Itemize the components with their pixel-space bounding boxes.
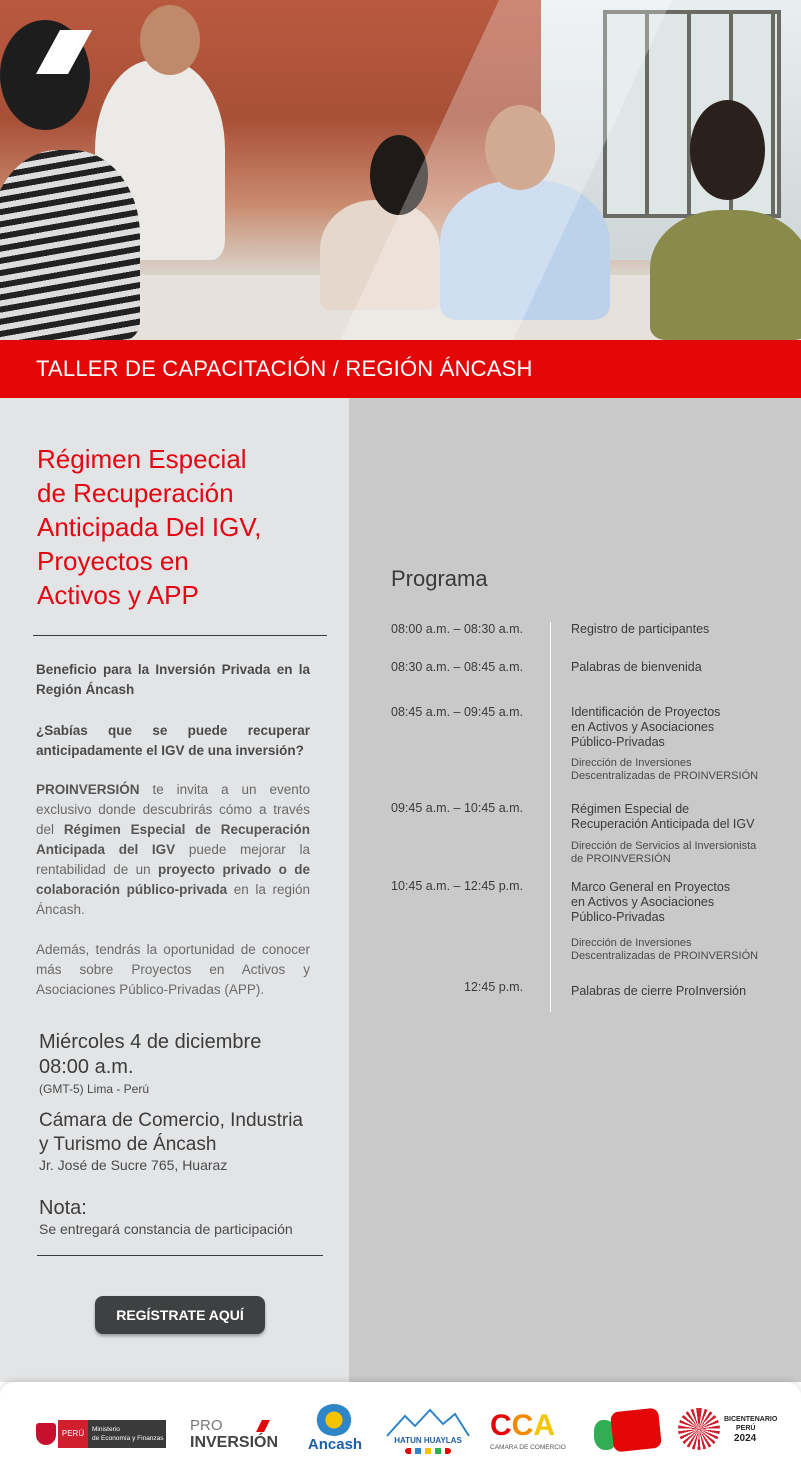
cca-logo: [490, 1410, 570, 1456]
bicentenario-logo: [678, 1408, 778, 1452]
register-button[interactable]: REGÍSTRATE AQUÍ: [95, 1296, 265, 1334]
program-activity: Régimen Especial de Recuperación Anticipada del IGV: [571, 802, 755, 831]
hatun-huaylas-logo: [385, 1408, 471, 1458]
venue-name-line2: y Turismo de Áncash: [39, 1134, 217, 1155]
bicentenario-line1: BICENTENARIO: [724, 1416, 778, 1423]
text-part: puede mejorar la rentabilidad de un: [36, 842, 310, 877]
cca-letter-icon: A: [533, 1409, 556, 1442]
program-title: Programa: [391, 566, 488, 591]
bicentenario-line3: 2024: [734, 1433, 757, 1444]
proinversion-line1: PRO: [190, 1417, 223, 1434]
peru-punche-logo[interactable]: [590, 1406, 662, 1454]
hatun-text: HATUN HUAYLAS: [394, 1436, 462, 1445]
proinversion-slash-icon: [256, 1420, 270, 1432]
punche-badge-icon: [610, 1408, 662, 1453]
event-title-line: Proyectos en: [37, 546, 189, 576]
program-activity: Palabras de cierre ProInversión: [571, 984, 747, 998]
hatun-dots: [405, 1448, 451, 1454]
peru-shield-icon: [36, 1423, 56, 1445]
text-part: en la región Áncash.: [36, 882, 310, 917]
program-detail: Dirección de Inversiones Descentralizadas de PROINVERSIÓN: [571, 937, 759, 962]
event-title-line: Régimen Especial: [37, 444, 247, 474]
hero-overlay: [0, 0, 801, 340]
program-time: 12:45 p.m.: [464, 980, 524, 994]
mef-peru-box: [58, 1420, 88, 1448]
event-title: [37, 442, 337, 612]
event-timezone: (GMT-5) Lima - Perú: [39, 1082, 150, 1096]
program-time: 08:00 a.m. – 08:30 a.m.: [391, 622, 524, 636]
intro-benefit: Beneficio para la Inversión Privada en la Región Áncash: [36, 662, 310, 697]
event-title-line: de Recuperación: [37, 478, 234, 508]
note-text: Se entregará constancia de participación: [39, 1221, 293, 1237]
program-activity: Registro de participantes: [571, 622, 710, 636]
proinversion-logo: [190, 1418, 282, 1454]
event-title-line: Anticipada Del IGV,: [37, 512, 262, 542]
venue-name-line1: Cámara de Comercio, Industria: [39, 1110, 303, 1131]
ancash-text: Ancash: [307, 1436, 363, 1453]
cca-letter-icon: C: [511, 1409, 534, 1442]
venue-address: Jr. José de Sucre 765, Huaraz: [39, 1157, 228, 1173]
mef-line2: de Economía y Finanzas: [92, 1435, 164, 1442]
program-activity: Marco General en Proyectos en Activos y Asociaciones Público-Privadas: [571, 880, 731, 924]
program-divider: [550, 622, 551, 1012]
mef-line1: Ministerio: [92, 1426, 120, 1433]
proinversion-line2: INVERSIÓN: [190, 1434, 279, 1451]
bicentenario-sun-icon: [678, 1408, 720, 1450]
mef-logo: [36, 1420, 166, 1448]
bicentenario-line2: PERÚ: [736, 1425, 756, 1432]
program-time: 09:45 a.m. – 10:45 a.m.: [391, 801, 524, 815]
mef-name-box: [88, 1420, 166, 1448]
divider: [33, 635, 327, 636]
mef-peru-text: PERÚ: [61, 1429, 85, 1438]
brand-name: PROINVERSIÓN: [36, 782, 140, 797]
text-part: te invita a un evento exclusivo donde descubrirás cómo a través del: [36, 782, 310, 837]
event-title-line: Activos y APP: [37, 580, 199, 610]
project-type: proyecto privado o de colaboración público-privada: [36, 862, 310, 897]
slash-logo-icon: [36, 30, 92, 74]
title-banner: [0, 340, 801, 398]
note-label: Nota:: [39, 1197, 87, 1219]
program-detail: Dirección de Inversiones Descentralizadas de PROINVERSIÓN: [571, 757, 759, 782]
intro-question: ¿Sabías que se puede recuperar anticipadamente el IGV de una inversión?: [36, 723, 310, 758]
program-detail: Dirección de Servicios al Inversionista de PROINVERSIÓN: [571, 840, 757, 865]
ancash-emblem-icon: [316, 1404, 352, 1436]
intro-extra: Además, tendrás la oportunidad de conocer más sobre Proyectos en Activos y Asociaciones Público-Privadas (APP).: [36, 942, 310, 997]
program-time: 10:45 a.m. – 12:45 p.m.: [391, 879, 524, 893]
ancash-logo: [302, 1404, 368, 1462]
event-date: Miércoles 4 de diciembre: [39, 1031, 262, 1053]
mountains-icon: [385, 1408, 471, 1438]
program-time: 08:30 a.m. – 08:45 a.m.: [391, 660, 524, 674]
cca-text: CAMARA DE COMERCIO: [490, 1444, 566, 1451]
cca-letter-icon: C: [490, 1409, 512, 1442]
footer-logos: [0, 1382, 801, 1474]
banner-title: TALLER DE CAPACITACIÓN / REGIÓN ÁNCASH: [36, 356, 533, 381]
divider: [37, 1255, 323, 1256]
program-activity: Identificación de Proyectos en Activos y Asociaciones Público-Privadas: [571, 705, 721, 749]
regime-name: Régimen Especial de Recuperación Anticipada del IGV: [36, 822, 310, 857]
event-time: 08:00 a.m.: [39, 1056, 134, 1078]
cca-letters: [490, 1410, 555, 1442]
program-time: 08:45 a.m. – 09:45 a.m.: [391, 705, 524, 719]
intro-description: [36, 780, 310, 920]
hero-photo: [0, 0, 801, 340]
program-activity: Palabras de bienvenida: [571, 660, 702, 674]
